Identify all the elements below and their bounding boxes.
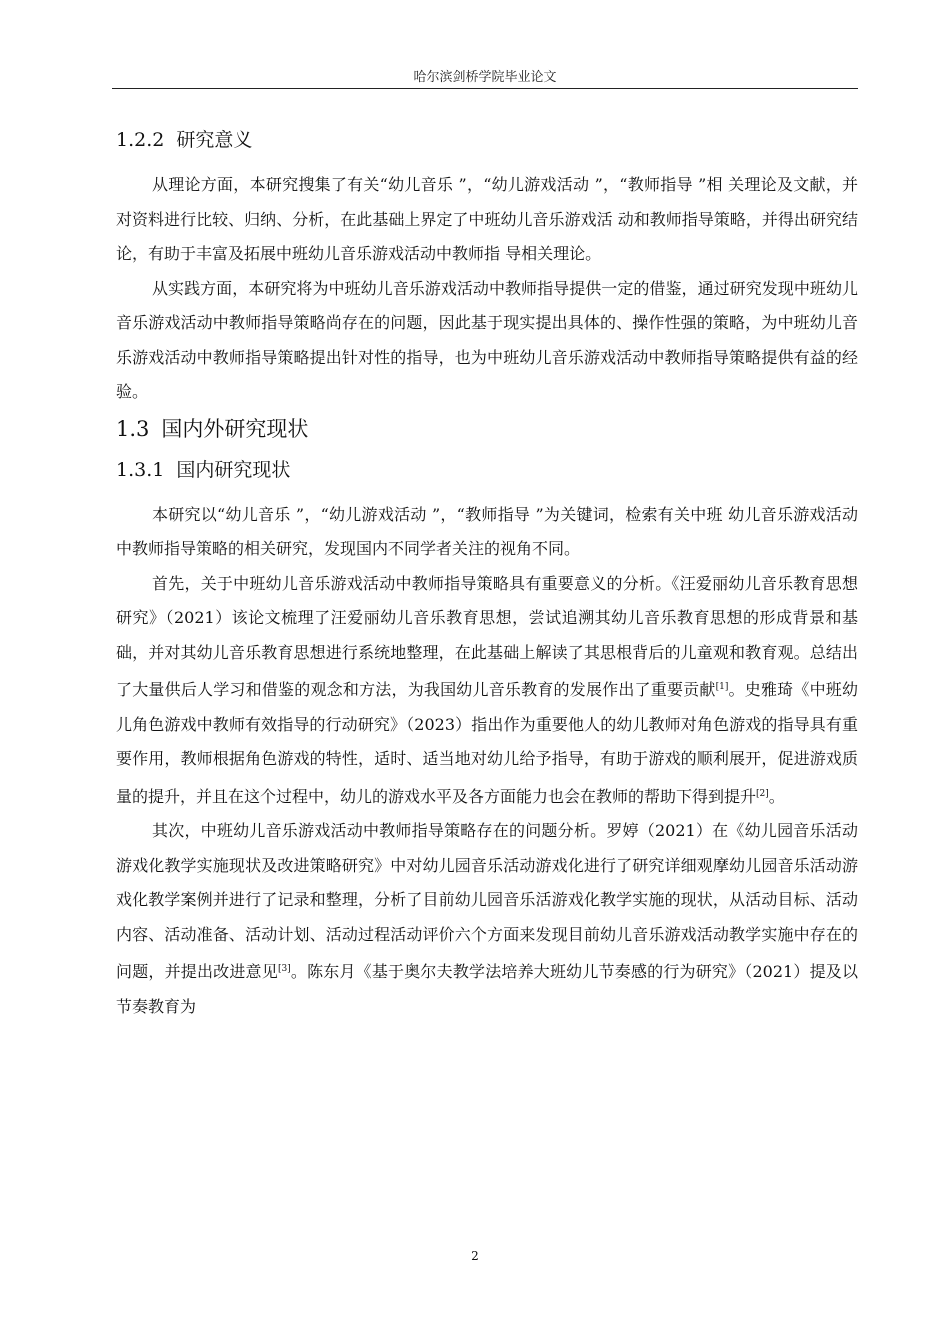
- paragraph-text: 首先，关于中班幼儿音乐游戏活动中教师指导策略具有重要意义的分析。《汪爱丽幼儿音乐教育思想研究》（2021）该论文梳理了汪爱丽幼儿音乐教育思想，尝试追溯其幼儿音乐教育思想的形成背景和基础，并对其幼儿音乐教育思想进行系统地整理，在此基础上解读了其思根背后的儿童观和教育观。总结出了大量供后人学习和借鉴的观念和方法，为我国幼儿音乐教育的发展作出了重要贡献: [116, 573, 858, 699]
- paragraph-text: 。: [768, 786, 785, 806]
- paragraph-theory: 从理论方面，本研究搜集了有关“幼儿音乐 ”，“幼儿游戏活动 ”，“教师指导 ”相 关理论及文献，并对资料进行比较、归纳、分析，在此基础上界定了中班幼儿音乐游戏活 动和教师指导策略，并得出研究结论，有助于丰富及拓展中班幼儿音乐游戏活动中教师指 导相关理论。: [116, 175, 858, 263]
- paragraph-text: 。陈东月《基于奥尔夫教学法培养大班幼儿节奏感的行为研究》（2021）提及以节奏教育为: [116, 962, 858, 1016]
- page-body: [116, 126, 858, 1024]
- paragraph-text: 。史雅琦《中班幼儿角色游戏中教师有效指导的行动研究》（2023）指出作为重要他人的幼儿教师对角色游戏的指导具有重要作用，教师根据角色游戏的特性，适时、适当地对幼儿给予指导，有助于游戏的顺利展开，促进游戏质量的提升，并且在这个过程中，幼儿的游戏水平及各方面能力也会在教师的帮助下得到提升: [116, 680, 858, 806]
- section-number: 1.3.1: [116, 458, 165, 481]
- section-heading-1-3: [116, 414, 858, 444]
- running-header: 哈尔滨剑桥学院毕业论文: [413, 70, 557, 85]
- citation-ref[interactable]: [3]: [277, 964, 291, 974]
- section-title: 国内外研究现状: [161, 416, 309, 441]
- section-number: 1.3: [116, 416, 150, 441]
- paragraph-secondly: [116, 814, 858, 1024]
- paragraph-keywords: 本研究以“幼儿音乐 ”，“幼儿游戏活动 ”，“教师指导 ”为关键词，检索有关中班 幼儿音乐游戏活动中教师指导策略的相关研究，发现国内不同学者关注的视角不同。: [116, 504, 858, 558]
- section-heading-1-3-1: [116, 456, 858, 484]
- section-title: 国内研究现状: [176, 458, 291, 481]
- page-number: 2: [471, 1249, 479, 1263]
- section-number: 1.2.2: [116, 129, 165, 151]
- header-divider: [112, 88, 858, 89]
- paragraph-text: 其次，中班幼儿音乐游戏活动中教师指导策略存在的问题分析。罗婷（2021）在《幼儿园音乐活动游戏化教学实施现状及改进策略研究》中对幼儿园音乐活动游戏化进行了研究详细观摩幼儿园音乐活动游戏化教学案例并进行了记录和整理，分析了目前幼儿园音乐活游戏化教学实施的现状，从活动目标、活动内容、活动准备、活动计划、活动过程活动评价六个方面来发现目前幼儿音乐游戏活动教学实施中存在的问题，并提出改进意见: [116, 821, 858, 981]
- section-title: 研究意义: [176, 129, 253, 151]
- section-heading-1-2-2: [116, 126, 858, 154]
- paragraph-firstly: [116, 567, 858, 815]
- citation-ref[interactable]: [2]: [756, 788, 769, 799]
- citation-ref[interactable]: [1]: [715, 682, 729, 692]
- paragraph-practice: 从实践方面，本研究将为中班幼儿音乐游戏活动中教师指导提供一定的借鉴，通过研究发现中班幼儿音乐游戏活动中教师指导策略尚存在的问题，因此基于现实提出具体的、操作性强的策略，为中班幼儿音乐游戏活动中教师指导策略提出针对性的指导，也为中班幼儿音乐游戏活动中教师指导策略提供有益的经验。: [116, 278, 858, 401]
